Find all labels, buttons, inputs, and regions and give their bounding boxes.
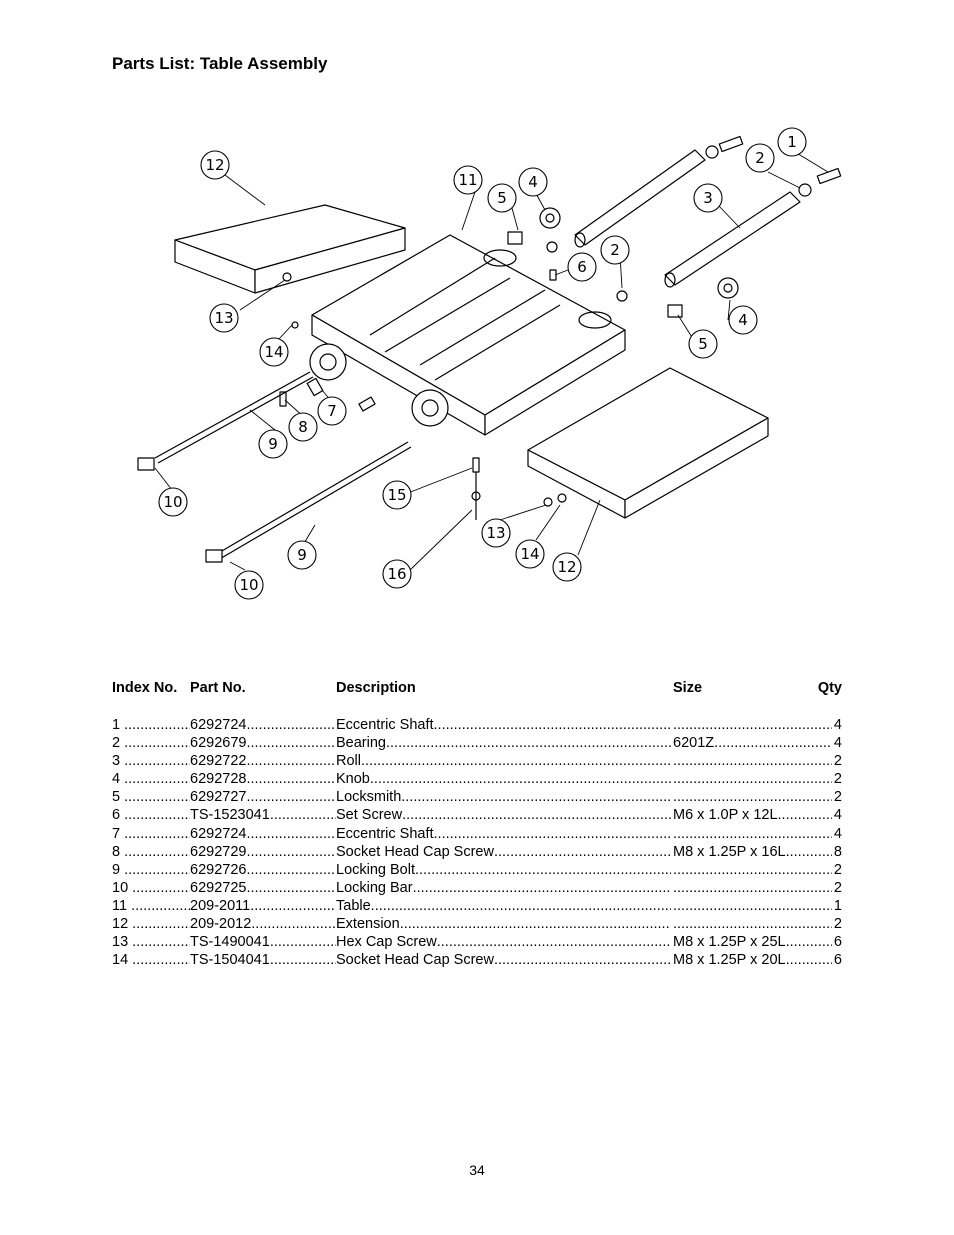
cell-description — [336, 716, 671, 734]
part-text: 6292728 — [190, 771, 247, 788]
part-text: TS-1504041 — [190, 952, 270, 969]
index-text: 14 — [112, 952, 129, 969]
dot-leader — [370, 770, 671, 788]
dot-leader — [270, 806, 336, 824]
description-text: Roll — [336, 753, 361, 770]
table-row — [112, 915, 842, 933]
cell-part — [190, 752, 336, 770]
part-text: 6292722 — [190, 753, 247, 770]
cell-qty — [832, 788, 842, 806]
cell-index — [112, 734, 190, 752]
cell-part — [190, 716, 336, 734]
cell-description — [336, 752, 671, 770]
cell-qty — [832, 770, 842, 788]
dot-leader — [270, 951, 336, 969]
dot-leader — [246, 879, 336, 897]
description-text: Extension — [336, 916, 400, 933]
dot-leader — [246, 861, 336, 879]
cell-description — [336, 843, 671, 861]
cell-description — [336, 734, 671, 752]
dot-leader — [128, 879, 190, 897]
index-text: 10 — [112, 879, 129, 896]
index-text: 7 — [112, 825, 121, 842]
cell-index — [112, 933, 190, 951]
dot-leader — [250, 897, 336, 915]
dot-leader — [673, 716, 832, 734]
table-row — [112, 933, 842, 951]
cell-index — [112, 879, 190, 897]
size-text: M8 x 1.25P x 20L — [673, 952, 786, 969]
cell-part — [190, 879, 336, 897]
locking-bolts — [138, 372, 411, 562]
dot-leader — [246, 734, 336, 752]
cell-index — [112, 752, 190, 770]
dot-leader — [246, 788, 336, 806]
index-text: 9 — [112, 861, 121, 878]
cell-part — [190, 897, 336, 915]
dot-leader — [778, 806, 832, 824]
callout-14b: 14 — [520, 545, 540, 563]
cell-part — [190, 734, 336, 752]
dot-leader — [120, 716, 190, 734]
table-row — [112, 879, 842, 897]
cell-qty — [832, 825, 842, 843]
cell-description — [336, 951, 671, 969]
dot-leader — [413, 879, 671, 897]
index-text: 5 — [112, 789, 121, 806]
description-text: Locking Bar — [336, 879, 413, 896]
part-text: 6292724 — [190, 825, 247, 842]
callout-10: 10 — [163, 493, 183, 511]
cell-description — [336, 806, 671, 824]
table-row — [112, 806, 842, 824]
dot-leader — [270, 933, 336, 951]
callout-15: 15 — [387, 486, 407, 504]
dot-leader — [673, 788, 832, 806]
dot-leader — [786, 843, 832, 861]
description-text: Eccentric Shaft — [336, 825, 434, 842]
dot-leader — [120, 825, 190, 843]
callout-14: 14 — [264, 343, 284, 361]
cell-part — [190, 933, 336, 951]
cell-size — [673, 806, 832, 824]
cell-description — [336, 861, 671, 879]
dot-leader — [127, 897, 190, 915]
cell-part — [190, 861, 336, 879]
callout-12: 12 — [205, 156, 225, 174]
part-text: 6292724 — [190, 717, 247, 733]
dot-leader — [120, 806, 190, 824]
cell-size — [673, 915, 832, 933]
cell-size — [673, 716, 832, 734]
parts-table-body — [112, 716, 842, 969]
header-qty: Qty — [817, 680, 842, 696]
callout-10b: 10 — [239, 576, 259, 594]
part-text: 209-2011 — [190, 897, 251, 914]
cell-description — [336, 879, 671, 897]
callout-9b: 9 — [297, 546, 307, 564]
callout-5: 5 — [497, 189, 507, 207]
cell-qty — [832, 716, 842, 734]
part-text: 209-2012 — [190, 916, 252, 933]
description-text: Locking Bolt — [336, 861, 415, 878]
dot-leader — [786, 951, 832, 969]
callout-1: 1 — [787, 133, 797, 151]
cell-part — [190, 806, 336, 824]
index-text: 2 — [112, 735, 121, 752]
callout-11: 11 — [458, 171, 478, 189]
callout-5b: 5 — [698, 335, 708, 353]
qty-text: 2 — [833, 753, 842, 770]
cell-size — [673, 897, 832, 915]
dot-leader — [246, 770, 336, 788]
header-part: Part No. — [190, 680, 246, 696]
cell-qty — [832, 951, 842, 969]
part-text: TS-1523041 — [190, 807, 270, 824]
dot-leader — [120, 770, 190, 788]
dot-leader — [120, 861, 190, 879]
dot-leader — [246, 716, 336, 734]
parts-table-header — [112, 680, 842, 700]
callout-12b: 12 — [557, 558, 577, 576]
cell-qty — [832, 879, 842, 897]
qty-text: 6 — [833, 934, 842, 951]
qty-text: 2 — [833, 861, 842, 878]
dot-leader — [673, 861, 832, 879]
dot-leader — [128, 951, 190, 969]
description-text: Hex Cap Screw — [336, 934, 437, 951]
cell-qty — [832, 897, 842, 915]
dot-leader — [128, 933, 190, 951]
right-extension-wing — [528, 368, 768, 518]
table-row — [112, 825, 842, 843]
dot-leader — [673, 752, 832, 770]
part-text: 6292726 — [190, 861, 247, 878]
dot-leader — [415, 861, 671, 879]
dot-leader — [120, 843, 190, 861]
cell-index — [112, 843, 190, 861]
dot-leader — [371, 897, 671, 915]
cell-description — [336, 897, 671, 915]
description-text: Eccentric Shaft — [336, 717, 434, 733]
description-text: Knob — [336, 771, 370, 788]
qty-text: 4 — [833, 717, 842, 733]
cell-size — [673, 752, 832, 770]
cell-part — [190, 915, 336, 933]
cell-size — [673, 770, 832, 788]
qty-text: 2 — [833, 879, 842, 896]
index-text: 11 — [112, 897, 128, 914]
cell-part — [190, 951, 336, 969]
cell-description — [336, 915, 671, 933]
cell-index — [112, 788, 190, 806]
page-title: Parts List: Table Assembly — [112, 54, 328, 73]
cell-size — [673, 861, 832, 879]
callout-7: 7 — [327, 402, 337, 420]
callout-13: 13 — [214, 309, 234, 327]
dot-leader — [494, 843, 671, 861]
qty-text: 6 — [833, 952, 842, 969]
cell-index — [112, 806, 190, 824]
table-row — [112, 843, 842, 861]
cell-size — [673, 825, 832, 843]
part-text: 6292727 — [190, 789, 247, 806]
dot-leader — [402, 806, 671, 824]
dot-leader — [361, 752, 671, 770]
index-text: 1 — [112, 717, 121, 733]
exploded-view-drawing — [100, 110, 860, 620]
page-number: 34 — [469, 1162, 485, 1178]
callout-16: 16 — [387, 565, 407, 583]
cell-description — [336, 933, 671, 951]
cell-index — [112, 716, 190, 734]
dot-leader — [120, 788, 190, 806]
qty-text: 4 — [833, 735, 842, 752]
cell-part — [190, 825, 336, 843]
dot-leader — [246, 843, 336, 861]
dot-leader — [120, 734, 190, 752]
index-text: 13 — [112, 934, 129, 951]
cell-size — [673, 879, 832, 897]
cell-index — [112, 897, 190, 915]
exploded-view-diagram — [100, 110, 860, 620]
qty-text: 8 — [833, 843, 842, 860]
dot-leader — [251, 915, 336, 933]
part-text: 6292725 — [190, 879, 247, 896]
cell-index — [112, 770, 190, 788]
callout-3: 3 — [703, 189, 713, 207]
cell-description — [336, 788, 671, 806]
cell-qty — [832, 933, 842, 951]
index-text: 12 — [112, 916, 129, 933]
qty-text: 4 — [833, 825, 842, 842]
dot-leader — [400, 915, 671, 933]
dot-leader — [673, 825, 832, 843]
cell-qty — [832, 915, 842, 933]
dot-leader — [673, 915, 832, 933]
header-index: Index No. — [112, 680, 178, 696]
qty-text: 2 — [833, 789, 842, 806]
callout-9: 9 — [268, 435, 278, 453]
dot-leader — [714, 734, 832, 752]
description-text: Bearing — [336, 735, 386, 752]
header-description: Description — [336, 680, 416, 696]
table-row — [112, 734, 842, 752]
description-text: Table — [336, 897, 371, 914]
cell-part — [190, 843, 336, 861]
dot-leader — [434, 716, 671, 734]
cell-qty — [832, 843, 842, 861]
dot-leader — [673, 879, 832, 897]
qty-text: 1 — [833, 897, 842, 914]
dot-leader — [437, 933, 671, 951]
part-text: 6292729 — [190, 843, 247, 860]
cell-size — [673, 933, 832, 951]
table-row — [112, 861, 842, 879]
description-text: Locksmith — [336, 789, 402, 806]
callout-8: 8 — [298, 418, 308, 436]
table-row — [112, 770, 842, 788]
cell-qty — [832, 861, 842, 879]
callout-6: 6 — [577, 258, 587, 276]
index-text: 4 — [112, 771, 121, 788]
cell-description — [336, 770, 671, 788]
cell-index — [112, 861, 190, 879]
index-text: 8 — [112, 843, 121, 860]
cell-qty — [832, 752, 842, 770]
callout-4: 4 — [528, 173, 538, 191]
parts-table — [112, 680, 842, 969]
dot-leader — [246, 825, 336, 843]
dot-leader — [401, 788, 671, 806]
part-text: 6292679 — [190, 735, 247, 752]
callout-13b: 13 — [486, 524, 506, 542]
dot-leader — [246, 752, 336, 770]
table-row — [112, 788, 842, 806]
part-text: TS-1490041 — [190, 934, 270, 951]
qty-text: 4 — [833, 807, 842, 824]
dot-leader — [434, 825, 671, 843]
index-text: 3 — [112, 753, 121, 770]
size-text: M6 x 1.0P x 12L — [673, 807, 778, 824]
cell-size — [673, 951, 832, 969]
table-row — [112, 752, 842, 770]
index-text: 6 — [112, 807, 121, 824]
cell-index — [112, 825, 190, 843]
cell-size — [673, 843, 832, 861]
dot-leader — [673, 897, 832, 915]
cell-qty — [832, 806, 842, 824]
callout-4b: 4 — [738, 311, 748, 329]
callout-2: 2 — [755, 149, 765, 167]
size-text: 6201Z — [673, 735, 715, 752]
table-row — [112, 716, 842, 734]
cell-index — [112, 951, 190, 969]
header-size: Size — [673, 680, 703, 696]
cell-size — [673, 734, 832, 752]
description-text: Set Screw — [336, 807, 403, 824]
qty-text: 2 — [833, 916, 842, 933]
cell-size — [673, 788, 832, 806]
description-text: Socket Head Cap Screw — [336, 843, 494, 860]
table-row — [112, 951, 842, 969]
dot-leader — [494, 951, 671, 969]
size-text: M8 x 1.25P x 25L — [673, 934, 786, 951]
dot-leader — [786, 933, 832, 951]
table-row — [112, 897, 842, 915]
dot-leader — [386, 734, 671, 752]
description-text: Socket Head Cap Screw — [336, 952, 494, 969]
dot-leader — [120, 752, 190, 770]
cell-part — [190, 770, 336, 788]
cell-part — [190, 788, 336, 806]
dot-leader — [128, 915, 190, 933]
cell-index — [112, 915, 190, 933]
qty-text: 2 — [833, 771, 842, 788]
callout-2b: 2 — [610, 241, 620, 259]
size-text: M8 x 1.25P x 16L — [673, 843, 786, 860]
cell-description — [336, 825, 671, 843]
dot-leader — [673, 770, 832, 788]
cell-qty — [832, 734, 842, 752]
